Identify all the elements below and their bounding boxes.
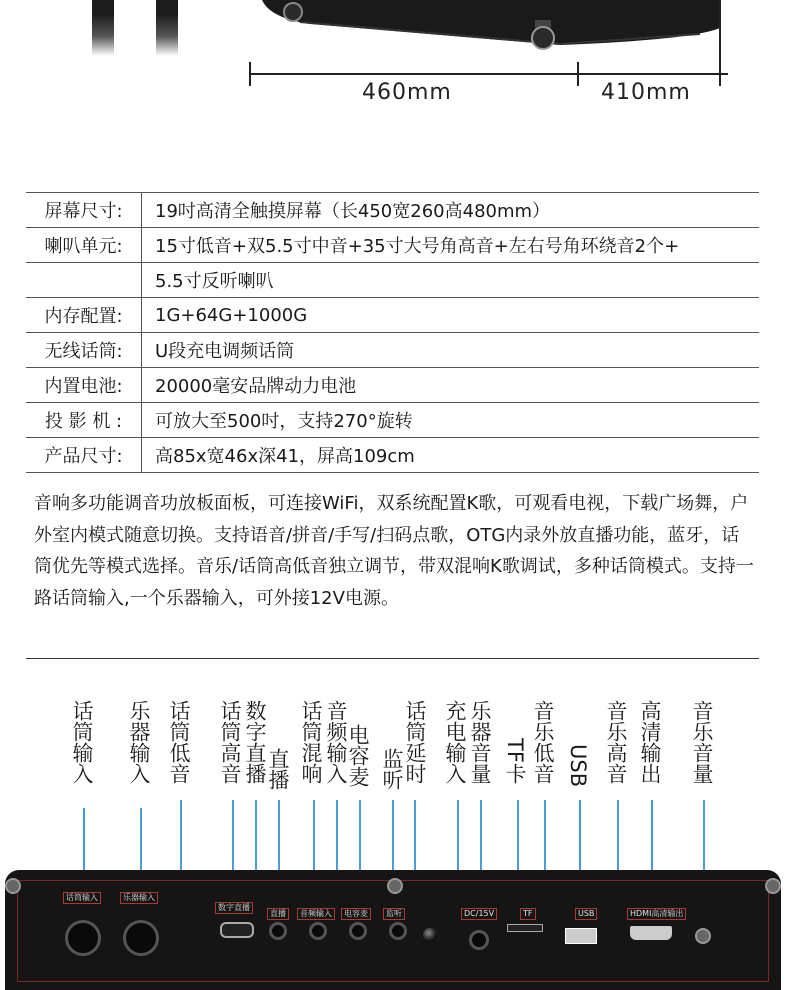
live-jack[interactable] — [269, 922, 287, 940]
panel-screw-icon — [695, 928, 711, 944]
section-divider — [26, 658, 759, 659]
spec-value: 20000毫安品牌动力电池 — [142, 368, 760, 403]
spec-row — [26, 403, 759, 438]
callout-music-treble: 音乐高音 — [604, 700, 628, 784]
spec-label: 屏幕尺寸: — [26, 193, 142, 228]
callout-digital-live: 话筒高音 数字直播 — [218, 700, 267, 784]
monitor-jack[interactable] — [389, 922, 407, 940]
panel-label-dc: DC/15V — [461, 908, 497, 920]
spec-row — [26, 193, 759, 228]
spec-value: 19吋高清全触摸屏幕（长450宽260高480mm） — [142, 193, 760, 228]
panel-screw-icon — [765, 878, 781, 894]
panel-label-hdmi: HDMI高清输出 — [627, 908, 686, 920]
spec-label: 无线话筒: — [26, 333, 142, 368]
product-dimension-area — [0, 0, 790, 120]
panel-label-usb: USB — [575, 908, 597, 920]
panel-label-monitor: 监听 — [383, 908, 405, 920]
callout-hd-output: 高清输出 — [638, 700, 662, 784]
spec-row — [26, 263, 759, 298]
callout-music-volume: 音乐音量 — [690, 700, 714, 784]
spec-value: U段充电调频话筒 — [142, 333, 760, 368]
usb-port[interactable] — [565, 928, 597, 944]
spec-label — [26, 263, 142, 298]
callout-cap-mic: 电容麦 — [346, 724, 370, 787]
spec-label: 内存配置: — [26, 298, 142, 333]
spec-label: 产品尺寸: — [26, 438, 142, 473]
spec-value: 可放大至500吋，支持270°旋转 — [142, 403, 760, 438]
callout-mic-input: 话筒输入 — [70, 700, 94, 784]
spec-label: 投 影 机 : — [26, 403, 142, 438]
dc-power-jack[interactable] — [469, 930, 489, 950]
callout-live: 直播 — [266, 748, 290, 790]
callout-music-bass: 音乐低音 — [531, 700, 555, 784]
panel-label-digital-live: 数字直播 — [215, 902, 253, 914]
spec-value: 高85x宽46x深41，屏高109cm — [142, 438, 760, 473]
callout-instrument-input: 乐器输入 — [127, 700, 151, 784]
spec-row — [26, 333, 759, 368]
callout-charge-input: 充电输入 乐器音量 — [443, 700, 492, 784]
spec-row — [26, 298, 759, 333]
panel-label-mic-input: 话筒输入 — [63, 892, 101, 904]
spec-value: 5.5寸反听喇叭 — [142, 263, 760, 298]
feature-description: 音响多功能调音功放板面板，可连接WiFi，双系统配置K歌，可观看电视，下载广场舞，户外室内模式随意切换。支持语音/拼音/手写/扫码点歌，OTG内录外放直播功能，蓝牙，话筒优先等模式选择。音乐/话筒高低音独立调节，带双混响K歌调试，多种话筒模式。支持一路话筒输入,一个乐器输入，可外接12V电源。 — [34, 493, 754, 609]
callout-monitor: 监听 — [380, 748, 404, 790]
panel-label-instrument-input: 乐器输入 — [120, 892, 158, 904]
panel-label-audio-input: 音频输入 — [297, 908, 335, 920]
spec-value: 1G+64G+1000G — [142, 298, 760, 333]
width-dimension-label: 460mm — [362, 80, 452, 105]
callout-tf-card: TF卡 — [503, 738, 527, 784]
panel-label-tf: TF — [520, 908, 536, 920]
instrument-input-jack[interactable] — [123, 920, 159, 956]
spec-label: 喇叭单元: — [26, 228, 142, 263]
panel-label-live: 直播 — [267, 908, 289, 920]
spec-row — [26, 228, 759, 263]
cap-mic-jack[interactable] — [349, 922, 367, 940]
spec-row — [26, 438, 759, 473]
tf-card-slot[interactable] — [507, 924, 543, 932]
panel-screw-icon — [5, 878, 21, 894]
callout-mic-bass: 话筒低音 — [167, 700, 191, 784]
callout-mic-delay: 话筒延时 — [403, 700, 427, 784]
small-knob[interactable] — [423, 928, 437, 942]
hdmi-port[interactable] — [630, 926, 672, 940]
panel-label-cap-mic: 电容麦 — [341, 908, 371, 920]
callout-usb: USB — [566, 744, 590, 788]
control-panel — [5, 870, 781, 990]
mic-input-jack[interactable] — [65, 920, 101, 956]
spec-label: 内置电池: — [26, 368, 142, 403]
usb-c-port[interactable] — [220, 922, 254, 938]
spec-row — [26, 368, 759, 403]
panel-screw-icon — [387, 878, 403, 894]
depth-dimension-label: 410mm — [601, 80, 691, 105]
audio-input-jack[interactable] — [309, 922, 327, 940]
callout-audio-mix: 话筒混响 音频输入 — [299, 700, 348, 784]
spec-value: 15寸低音+双5.5寸中音+35寸大号角高音+左右号角环绕音2个+ — [142, 228, 760, 263]
spec-table — [26, 192, 759, 473]
